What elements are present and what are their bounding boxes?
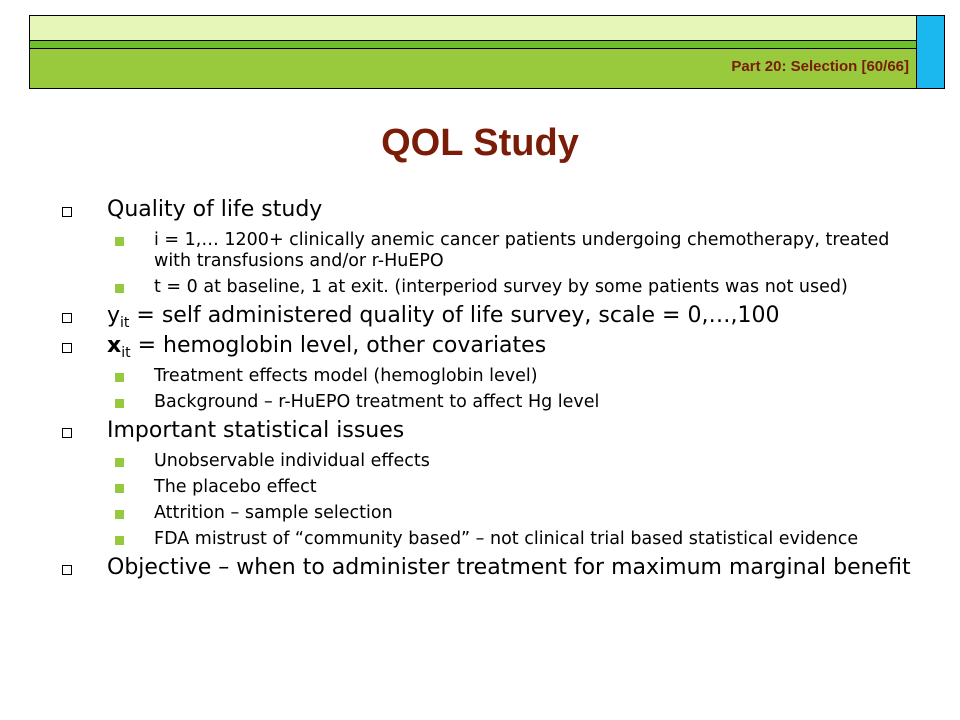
- header-accent-block: [916, 15, 945, 89]
- bullet-item: [62, 555, 912, 580]
- sub-bullet-item: [62, 277, 912, 298]
- sub-bullet-item: [62, 230, 912, 272]
- sub-bullet-text: FDA mistrust of “community based” – not clinical trial based statistical evidence: [154, 529, 859, 549]
- header-stripe-top: [29, 15, 917, 41]
- bullet-text: [107, 197, 322, 222]
- sub-bullet-item: [62, 366, 912, 387]
- sub-bullet-item: [62, 392, 912, 413]
- filled-square-bullet-icon: [115, 510, 124, 519]
- variable-symbol: y: [107, 303, 121, 328]
- hollow-square-bullet-icon: [62, 428, 72, 438]
- bullet-item: [62, 303, 912, 331]
- sub-bullet-item: [62, 477, 912, 498]
- filled-square-bullet-icon: [115, 399, 124, 408]
- bullet-list: [62, 197, 912, 585]
- variable-symbol: x: [107, 333, 122, 358]
- filled-square-bullet-icon: [115, 284, 124, 293]
- filled-square-bullet-icon: [115, 536, 124, 545]
- bullet-label: Quality of life study: [107, 197, 323, 222]
- bullet-label: Objective – when to administer treatment for maximum marginal benefit: [107, 555, 911, 580]
- sub-bullet-text: i = 1,… 1200+ clinically anemic cancer patients undergoing chemotherapy, treated with transfusions and/or r-HuEPO: [154, 230, 890, 271]
- hollow-square-bullet-icon: [62, 313, 72, 323]
- filled-square-bullet-icon: [115, 484, 124, 493]
- bullet-item: [62, 418, 912, 550]
- bullet-label: Important statistical issues: [107, 418, 405, 443]
- bullet-text: [107, 418, 404, 443]
- hollow-square-bullet-icon: [62, 207, 72, 217]
- slide-title: QOL Study: [381, 122, 579, 164]
- bullet-item: [62, 333, 912, 413]
- filled-square-bullet-icon: [115, 373, 124, 382]
- sub-bullet-item: [62, 451, 912, 472]
- hollow-square-bullet-icon: [62, 343, 72, 353]
- bullet-text: [107, 555, 911, 580]
- bullet-label: = hemoglobin level, other covariates: [130, 333, 547, 358]
- bullet-text: [107, 303, 780, 331]
- sub-bullet-text: The placebo effect: [154, 477, 317, 497]
- slide-reference: Part 20: Selection [60/66]: [731, 58, 909, 75]
- filled-square-bullet-icon: [115, 458, 124, 467]
- sub-bullet-item: [62, 503, 912, 524]
- bullet-text: [107, 333, 547, 361]
- variable-subscript: it: [121, 345, 131, 361]
- sub-bullet-item: [62, 529, 912, 550]
- header-bar: [29, 15, 945, 75]
- sub-bullet-text: t = 0 at baseline, 1 at exit. (interperiod survey by some patients was not used): [154, 277, 848, 297]
- bullet-item: [62, 197, 912, 298]
- bullet-label: = self administered quality of life survey, scale = 0,…,100: [129, 303, 780, 328]
- sub-bullet-text: Attrition – sample selection: [154, 503, 393, 523]
- sub-bullet-text: Unobservable individual effects: [154, 451, 430, 471]
- sub-bullet-text: Background – r-HuEPO treatment to affect Hg level: [154, 392, 600, 412]
- sub-bullet-text: Treatment effects model (hemoglobin level): [154, 366, 538, 386]
- hollow-square-bullet-icon: [62, 565, 72, 575]
- filled-square-bullet-icon: [115, 237, 124, 246]
- variable-subscript: it: [120, 315, 130, 331]
